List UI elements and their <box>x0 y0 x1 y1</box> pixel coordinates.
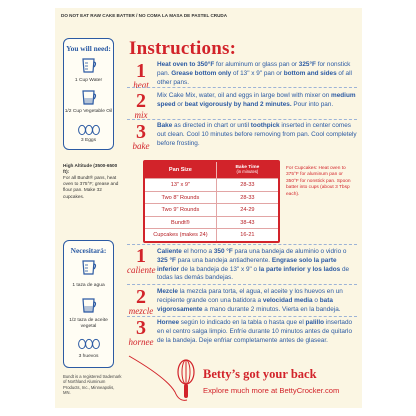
step-emphasis-text: medium speed <box>157 92 356 108</box>
pan-size-cell: Cupcakes (makes 24) <box>145 229 217 241</box>
pan-size-header: Pan Size <box>145 162 217 178</box>
step-text-run: insertado en el centro salga limpio. Enfríe durante 10 minutos antes de quitarlo de la bandeja. Deje enfriar completamente antes de glasear. <box>157 319 353 344</box>
need-huevos: 3 huevos <box>78 354 99 359</box>
step-text-run: la mezcla para torta, el agua, el aceite y los huevos en un recipiente grande con una batidora a <box>157 288 343 304</box>
step-emphasis-text: palillo <box>305 319 324 326</box>
need-water: 1 Cup Water <box>74 78 103 83</box>
section-divider <box>127 244 357 245</box>
paso-1-badge <box>127 246 155 275</box>
table-row <box>145 178 278 191</box>
step-emphasis-text: toothpick <box>250 122 280 129</box>
step-number: 3 <box>136 317 146 339</box>
paso-3-badge <box>127 318 155 347</box>
step-divider <box>127 119 357 120</box>
bake-time-cell: 28-33 <box>240 182 255 188</box>
step-divider <box>127 284 357 285</box>
step-emphasis-text: Mezcle <box>157 288 178 295</box>
step-text-run: of all other pans. <box>157 69 352 86</box>
step-text-run: según lo indicado en la tabla o hasta que el <box>179 319 306 326</box>
bake-time-header-label: Bake Time <box>235 164 260 170</box>
eggs-icon <box>77 338 101 350</box>
step-emphasis-text: Caliente <box>157 248 182 255</box>
step-text-run: as directed in chart or until <box>172 122 251 129</box>
package-back-panel <box>55 8 362 408</box>
brand-tagline: Betty’s got your back <box>203 367 317 381</box>
table-row <box>145 203 278 216</box>
need-aceite: 1/2 taza de aceite vegetal <box>69 318 108 330</box>
step-emphasis-text: Grease bottom only <box>171 69 232 77</box>
step-divider <box>127 87 357 88</box>
step-word: mezcle <box>128 306 154 316</box>
table-row <box>145 216 278 229</box>
step-number: 2 <box>136 90 146 112</box>
step-text-run: inserted in center comes out clean. Cool 10 minutes before removing from pan. Cool completely before frosting. <box>157 122 357 147</box>
necesitara-box <box>63 240 114 368</box>
instructions-title: Instructions: <box>129 38 237 59</box>
bake-time-header <box>217 162 278 178</box>
you-will-need-title: You will need: <box>66 44 111 53</box>
step-emphasis-text: Engrase solo la parte inferior <box>157 256 337 273</box>
paso-1-text <box>157 248 357 283</box>
step-text-run: el horno a <box>181 248 214 255</box>
bake-table-header <box>145 162 278 178</box>
step-emphasis-text: 325 °F <box>157 256 176 264</box>
step-text-run: para una bandeja de aluminio o vidrio o <box>232 248 347 255</box>
cupcake-note: For Cupcakes: Heat oven to 375°F for aluminum pan or 350°F for nonstick pan. Spoon batter into cups (about 3 Tbsp each). <box>286 166 351 197</box>
high-altitude-heading: High Altitude (3500-6500 ft): <box>63 163 118 175</box>
step-number: 1 <box>136 60 146 82</box>
step-text-run: de todas las demás bandejas. <box>157 265 350 282</box>
pan-size-cell: Two 8" Rounds <box>145 192 217 204</box>
step-1-text <box>157 61 357 87</box>
step-emphasis-text: Hornee <box>157 319 180 326</box>
step-number: 3 <box>136 121 146 143</box>
step-1-badge <box>127 61 155 90</box>
step-number: 2 <box>136 286 146 308</box>
eggs-icon <box>77 124 101 136</box>
step-emphasis-text: beat vigorously by hand 2 minutes. <box>184 100 292 108</box>
pan-size-cell: Bundt® <box>145 217 217 229</box>
step-emphasis-text: Bake <box>157 122 173 129</box>
step-number: 1 <box>136 245 146 267</box>
step-word: bake <box>132 141 150 151</box>
high-altitude-body: For all Bundt® pans, heat oven to 375°F; grease and flour pan. Make 32 cupcakes. <box>63 175 119 199</box>
step-text-run: or <box>175 100 185 108</box>
step-divider <box>127 316 357 317</box>
oil-cup-icon <box>80 297 98 314</box>
table-row <box>145 228 278 241</box>
need-oil: 1/2 Cup Vegetable Oil <box>64 109 113 114</box>
measuring-cup-icon <box>80 57 98 74</box>
step-2-text <box>157 92 357 110</box>
step-emphasis-text: bata vigorosamente <box>157 296 333 313</box>
step-emphasis-text: la parte inferior y los lados <box>258 265 341 273</box>
step-emphasis-text: bottom and sides <box>283 69 337 77</box>
step-word: mix <box>134 110 148 120</box>
step-text-run: for aluminum or glass pan or <box>214 61 299 68</box>
bake-time-cell: 38-43 <box>240 219 255 226</box>
whisk-icon <box>173 358 199 402</box>
pan-size-cell: Two 9" Rounds <box>145 204 217 216</box>
measuring-cup-icon <box>80 259 98 276</box>
necesitara-title: Necesitará: <box>70 246 107 255</box>
need-agua: 1 taza de agua <box>72 283 105 288</box>
step-text-run: for nonstick pan. <box>157 61 351 77</box>
step-text-run: of 13" x 9" pan or <box>231 69 284 77</box>
bake-time-header-unit: (in minutes) <box>236 168 259 174</box>
step-word: caliente <box>127 265 156 275</box>
bake-time-cell: 24-29 <box>240 207 255 213</box>
step-word: heat <box>133 80 149 90</box>
step-text-run: Pour into pan. <box>291 100 334 108</box>
you-will-need-box <box>63 38 114 150</box>
paso-2-text <box>157 288 357 314</box>
paso-2-badge <box>127 287 155 316</box>
bundt-trademark-note: Bundt is a registered trademark of Northland Aluminum Products, Inc., Minneapolis, MN. <box>63 374 122 396</box>
high-altitude-note <box>63 163 121 200</box>
paso-3-text <box>157 319 357 345</box>
table-row <box>145 191 278 204</box>
step-emphasis-text: velocidad media <box>262 296 313 304</box>
bake-time-cell: 28-33 <box>240 194 255 201</box>
step-text-run: a mano durante 2 minutos. Vierta en la bandeja. <box>202 305 341 313</box>
step-emphasis-text: Heat oven to 350°F <box>157 61 215 68</box>
bake-time-cell: 16-21 <box>240 232 255 238</box>
step-3-badge <box>127 122 155 151</box>
step-text-run: de la bandeja de 13" x 9" o <box>179 265 259 273</box>
step-emphasis-text: 325°F <box>298 61 316 68</box>
step-3-text <box>157 122 357 148</box>
step-text-run: Mix Cake Mix, water, oil and eggs in large bowl with mixer on <box>157 92 332 99</box>
step-emphasis-text: 350 °F <box>213 248 233 255</box>
brand-website-text: Explore much more at BettyCrocker.com <box>203 386 340 395</box>
step-2-badge <box>127 91 155 120</box>
bake-time-table <box>143 160 280 243</box>
pan-size-cell: 13" x 9" <box>145 179 217 191</box>
step-word: hornee <box>128 337 154 347</box>
step-text-run: para una bandeja antiadherente. <box>175 256 272 264</box>
need-eggs: 3 Eggs <box>80 138 97 143</box>
oil-cup-icon <box>80 89 98 106</box>
raw-batter-warning: DO NOT EAT RAW CAKE BATTER / NO COMA LA MASA DE PASTEL CRUDA <box>61 13 228 18</box>
step-text-run: o <box>312 296 320 304</box>
